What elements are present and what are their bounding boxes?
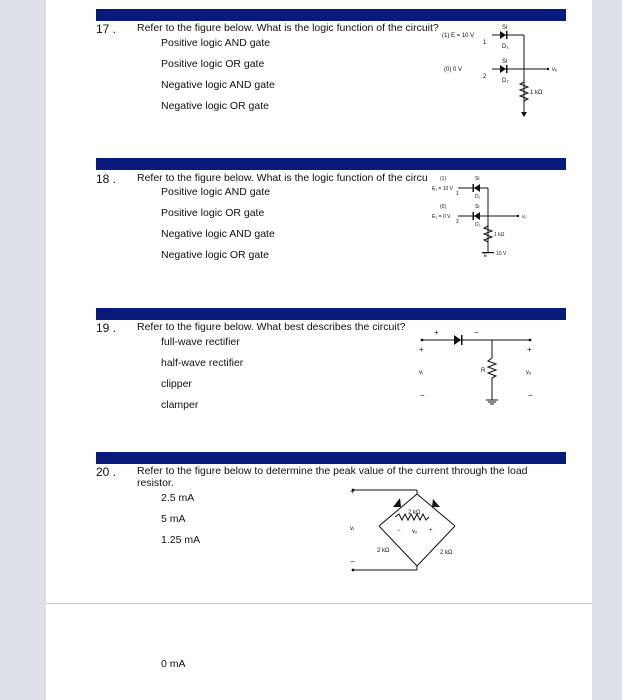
q20-vo-plus: + (429, 528, 433, 534)
q20-right-resistor-label: 2 kΩ (440, 550, 453, 556)
question-17-number: 17 . (96, 22, 117, 36)
q18-resistor-label: 1 kΩ (494, 232, 505, 238)
q18-d2-label: D₂ (475, 222, 481, 228)
q20-option-3[interactable]: 1.25 mA (161, 534, 201, 546)
q20-input-label: vᵢ (350, 526, 354, 532)
q17-input-1-label: (1) E = 10 V (442, 33, 475, 39)
q19-output-minus: − (528, 391, 533, 400)
q17-option-3[interactable]: Negative logic AND gate (161, 79, 275, 91)
q20-left-resistor-label: 2 kΩ (377, 548, 390, 554)
question-18-text: Refer to the figure below. What is the logic function of the circu (137, 172, 428, 184)
q20-option-1[interactable]: 2.5 mA (161, 492, 195, 504)
q17-option-4[interactable]: Negative logic OR gate (161, 100, 269, 112)
question-20-header-bar (96, 452, 566, 464)
q19-option-4[interactable]: clamper (161, 399, 199, 411)
q19-resistor-label: R (481, 368, 486, 374)
q18-option-3[interactable]: Negative logic AND gate (161, 228, 275, 240)
q19-input-minus: − (420, 391, 425, 400)
question-20-text: Refer to the figure below to determine the peak value of the current through the load resistor. (137, 465, 528, 489)
section-divider (46, 603, 592, 604)
q19-diode-minus: − (474, 328, 479, 337)
q20-bridge-circuit-figure (345, 482, 475, 582)
q18-node-2: 2 (456, 219, 459, 225)
q19-output-label: vₒ (526, 370, 532, 376)
q20-input-minus: − (350, 557, 355, 566)
q18-node-1: 1 (456, 191, 459, 197)
question-20-number: 20 . (96, 465, 117, 479)
q18-input-1-label: E₁ = 10 V (432, 186, 454, 192)
q19-diode-plus: + (434, 328, 439, 337)
q18-input-2-label: E₂ = 0 V (432, 214, 451, 220)
q19-option-1[interactable]: full-wave rectifier (161, 336, 240, 348)
q18-si-1: Si (475, 176, 480, 182)
q18-d1-label: D₁ (475, 194, 481, 200)
q18-output-label: vₒ (522, 214, 527, 220)
q17-si-2: Si (502, 59, 508, 65)
q20-input-plus: + (350, 487, 355, 496)
q19-circuit-figure (412, 322, 542, 417)
q17-d2-label: D₂ (502, 78, 509, 84)
question-19-number: 19 . (96, 321, 117, 335)
q18-option-4[interactable]: Negative logic OR gate (161, 249, 269, 261)
q18-circuit-figure (428, 168, 538, 273)
q17-resistor-label: 1 kΩ (530, 90, 543, 96)
q17-output-label: vₒ (552, 67, 558, 73)
q19-option-2[interactable]: half-wave rectifier (161, 357, 244, 369)
q18-tag-1: (1) (440, 176, 447, 182)
q20-load-resistor-label: 2 kΩ (408, 510, 421, 516)
q17-node-2: 2 (483, 74, 487, 80)
q17-node-1: 1 (483, 40, 487, 46)
q17-d1-label: D₁ (502, 44, 509, 50)
q20-vo-minus: − (397, 528, 401, 534)
question-17-text: Refer to the figure below. What is the logic function of the circuit? (137, 22, 439, 34)
q18-option-1[interactable]: Positive logic AND gate (161, 186, 271, 198)
q20-vo-label: vₒ (412, 529, 418, 535)
question-19-header-bar (96, 308, 566, 320)
q20-option-2[interactable]: 5 mA (161, 513, 186, 525)
q18-option-2[interactable]: Positive logic OR gate (161, 207, 265, 219)
q18-tag-0: (0) (440, 204, 447, 210)
q19-input-label: vᵢ (419, 370, 423, 376)
q20-option-4[interactable]: 0 mA (161, 658, 186, 670)
q19-option-3[interactable]: clipper (161, 378, 192, 390)
question-19-text: Refer to the figure below. What best describes the circuit? (137, 321, 406, 333)
q17-si-1: Si (502, 25, 508, 31)
question-17-header-bar (96, 9, 566, 21)
q18-e-value: 10 V (496, 251, 507, 257)
q18-si-2: Si (475, 204, 480, 210)
q17-circuit-figure (440, 22, 565, 127)
q17-option-1[interactable]: Positive logic AND gate (161, 37, 271, 49)
question-18-number: 18 . (96, 172, 117, 186)
q18-e-label: E (484, 253, 488, 259)
q17-input-2-label: (0) 0 V (444, 67, 463, 73)
q19-input-plus: + (419, 345, 424, 354)
q17-option-2[interactable]: Positive logic OR gate (161, 58, 265, 70)
q19-output-plus: + (527, 345, 532, 354)
